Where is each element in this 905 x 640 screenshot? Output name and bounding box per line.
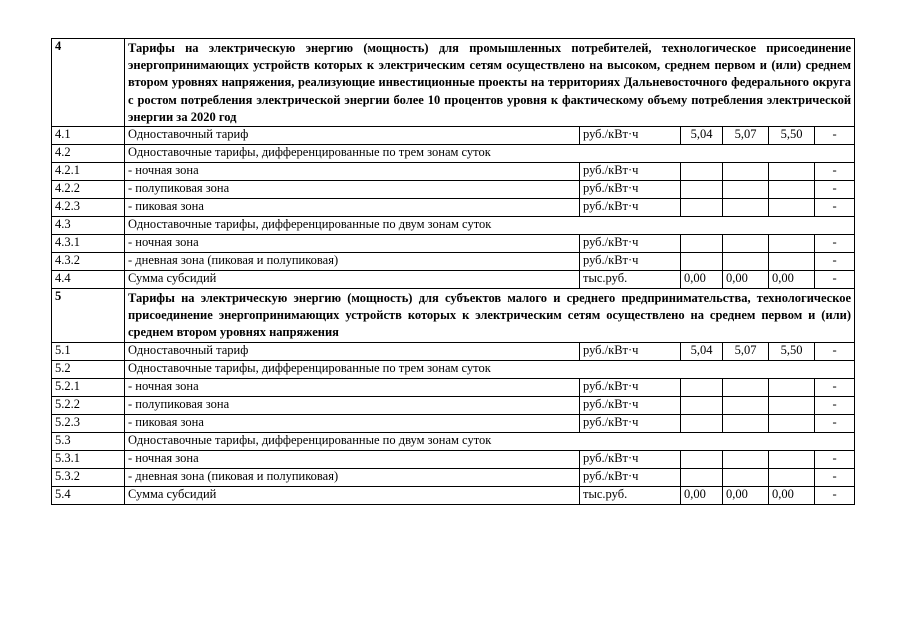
row-value-2 [723,468,769,486]
row-label: Одноставочный тариф [125,342,580,360]
row-label: - полупиковая зона [125,181,580,199]
row-value-3: 5,50 [769,127,815,145]
row-label: - пиковая зона [125,414,580,432]
row-unit: тыс.руб. [580,271,681,289]
row-value-2 [723,163,769,181]
section-title: Тарифы на электрическую энергию (мощность) для промышленных потребителей, технологическое присоединение энергопринимающих устройств которых к электрическим сетям осуществлено на высоком, среднем первом и (или) среднем втором уровнях напряжения, реализующие инвестиционные проекты на территориях Дальневосточного федерального округа с ростом потребления электрической энергии более 10 процентов уровня к фактическому объему потребления электрической энергии за 2020 год [125,39,855,127]
row-value-2 [723,450,769,468]
row-value-4: - [815,181,855,199]
row-value-4: - [815,414,855,432]
row-value-4: - [815,271,855,289]
row-unit: руб./кВт·ч [580,181,681,199]
row-value-2 [723,414,769,432]
row-value-2 [723,253,769,271]
row-value-3 [769,450,815,468]
table-row [52,432,855,450]
row-unit: руб./кВт·ч [580,378,681,396]
row-value-3 [769,199,815,217]
row-value-3: 0,00 [769,486,815,504]
row-value-2 [723,378,769,396]
row-value-4: - [815,396,855,414]
row-value-1 [681,181,723,199]
row-value-4: - [815,486,855,504]
table-row [52,468,855,486]
row-label: - ночная зона [125,450,580,468]
row-label: - ночная зона [125,163,580,181]
row-value-4: - [815,235,855,253]
row-value-1 [681,450,723,468]
row-label: Одноставочные тарифы, дифференцированные по двум зонам суток [125,217,855,235]
row-unit: руб./кВт·ч [580,163,681,181]
row-value-1 [681,378,723,396]
row-value-4: - [815,342,855,360]
table-row [52,253,855,271]
table-row [52,342,855,360]
table-row [52,145,855,163]
row-unit: руб./кВт·ч [580,468,681,486]
row-value-3: 5,50 [769,342,815,360]
section-row [52,39,855,127]
row-value-2: 5,07 [723,127,769,145]
row-value-4: - [815,378,855,396]
row-value-1: 0,00 [681,486,723,504]
table-row [52,181,855,199]
row-number: 5.2 [52,360,125,378]
row-value-1 [681,199,723,217]
row-value-1 [681,235,723,253]
row-value-2 [723,235,769,253]
row-unit: руб./кВт·ч [580,199,681,217]
row-value-2: 5,07 [723,342,769,360]
row-value-1: 0,00 [681,271,723,289]
row-unit: руб./кВт·ч [580,235,681,253]
row-value-1 [681,396,723,414]
row-value-4: - [815,450,855,468]
table-row [52,450,855,468]
table-row [52,127,855,145]
table-row [52,414,855,432]
row-unit: руб./кВт·ч [580,342,681,360]
row-value-2 [723,181,769,199]
table-row [52,396,855,414]
row-value-4: - [815,199,855,217]
tariff-table [51,38,855,505]
table-row [52,235,855,253]
row-label: Сумма субсидий [125,486,580,504]
row-value-1: 5,04 [681,127,723,145]
row-label: Одноставочный тариф [125,127,580,145]
row-value-3 [769,468,815,486]
row-number: 5.3.2 [52,468,125,486]
table-row [52,217,855,235]
row-value-1 [681,468,723,486]
row-value-3 [769,253,815,271]
row-label: Сумма субсидий [125,271,580,289]
row-number: 4.4 [52,271,125,289]
row-label: - ночная зона [125,378,580,396]
section-number: 4 [52,39,125,127]
row-label: - полупиковая зона [125,396,580,414]
row-value-1 [681,414,723,432]
row-value-1 [681,163,723,181]
row-number: 4.2 [52,145,125,163]
row-value-2 [723,396,769,414]
row-label: - дневная зона (пиковая и полупиковая) [125,468,580,486]
table-row [52,199,855,217]
row-unit: руб./кВт·ч [580,253,681,271]
row-value-2: 0,00 [723,486,769,504]
row-number: 4.2.1 [52,163,125,181]
row-number: 4.3.1 [52,235,125,253]
row-number: 5.2.1 [52,378,125,396]
row-value-3 [769,378,815,396]
table-row [52,360,855,378]
row-value-1: 5,04 [681,342,723,360]
row-value-4: - [815,163,855,181]
row-number: 5.2.2 [52,396,125,414]
row-number: 5.2.3 [52,414,125,432]
row-number: 4.1 [52,127,125,145]
table-row [52,378,855,396]
row-unit: руб./кВт·ч [580,414,681,432]
row-value-1 [681,253,723,271]
table-row [52,163,855,181]
row-label: - дневная зона (пиковая и полупиковая) [125,253,580,271]
section-title: Тарифы на электрическую энергию (мощность) для субъектов малого и среднего предпринимательства, технологическое присоединение энергопринимающих устройств которых к электрическим сетям осуществлено на среднем первом и (или) среднем втором уровнях напряжения [125,289,855,343]
table-row [52,486,855,504]
row-value-2: 0,00 [723,271,769,289]
row-value-4: - [815,127,855,145]
row-label: Одноставочные тарифы, дифференцированные по двум зонам суток [125,432,855,450]
row-number: 5.3 [52,432,125,450]
row-number: 5.3.1 [52,450,125,468]
row-number: 4.3.2 [52,253,125,271]
table-row [52,271,855,289]
row-number: 4.2.2 [52,181,125,199]
section-number: 5 [52,289,125,343]
row-unit: руб./кВт·ч [580,396,681,414]
row-value-3 [769,396,815,414]
row-value-3: 0,00 [769,271,815,289]
row-value-3 [769,414,815,432]
row-value-3 [769,181,815,199]
row-unit: тыс.руб. [580,486,681,504]
row-number: 4.3 [52,217,125,235]
row-label: - пиковая зона [125,199,580,217]
row-label: Одноставочные тарифы, дифференцированные по трем зонам суток [125,360,855,378]
row-number: 5.1 [52,342,125,360]
row-value-4: - [815,468,855,486]
row-value-3 [769,235,815,253]
tariff-table-body [52,39,855,505]
row-unit: руб./кВт·ч [580,450,681,468]
row-value-2 [723,199,769,217]
row-number: 4.2.3 [52,199,125,217]
row-label: Одноставочные тарифы, дифференцированные по трем зонам суток [125,145,855,163]
row-value-4: - [815,253,855,271]
row-value-3 [769,163,815,181]
row-unit: руб./кВт·ч [580,127,681,145]
row-label: - ночная зона [125,235,580,253]
row-number: 5.4 [52,486,125,504]
section-row [52,289,855,343]
